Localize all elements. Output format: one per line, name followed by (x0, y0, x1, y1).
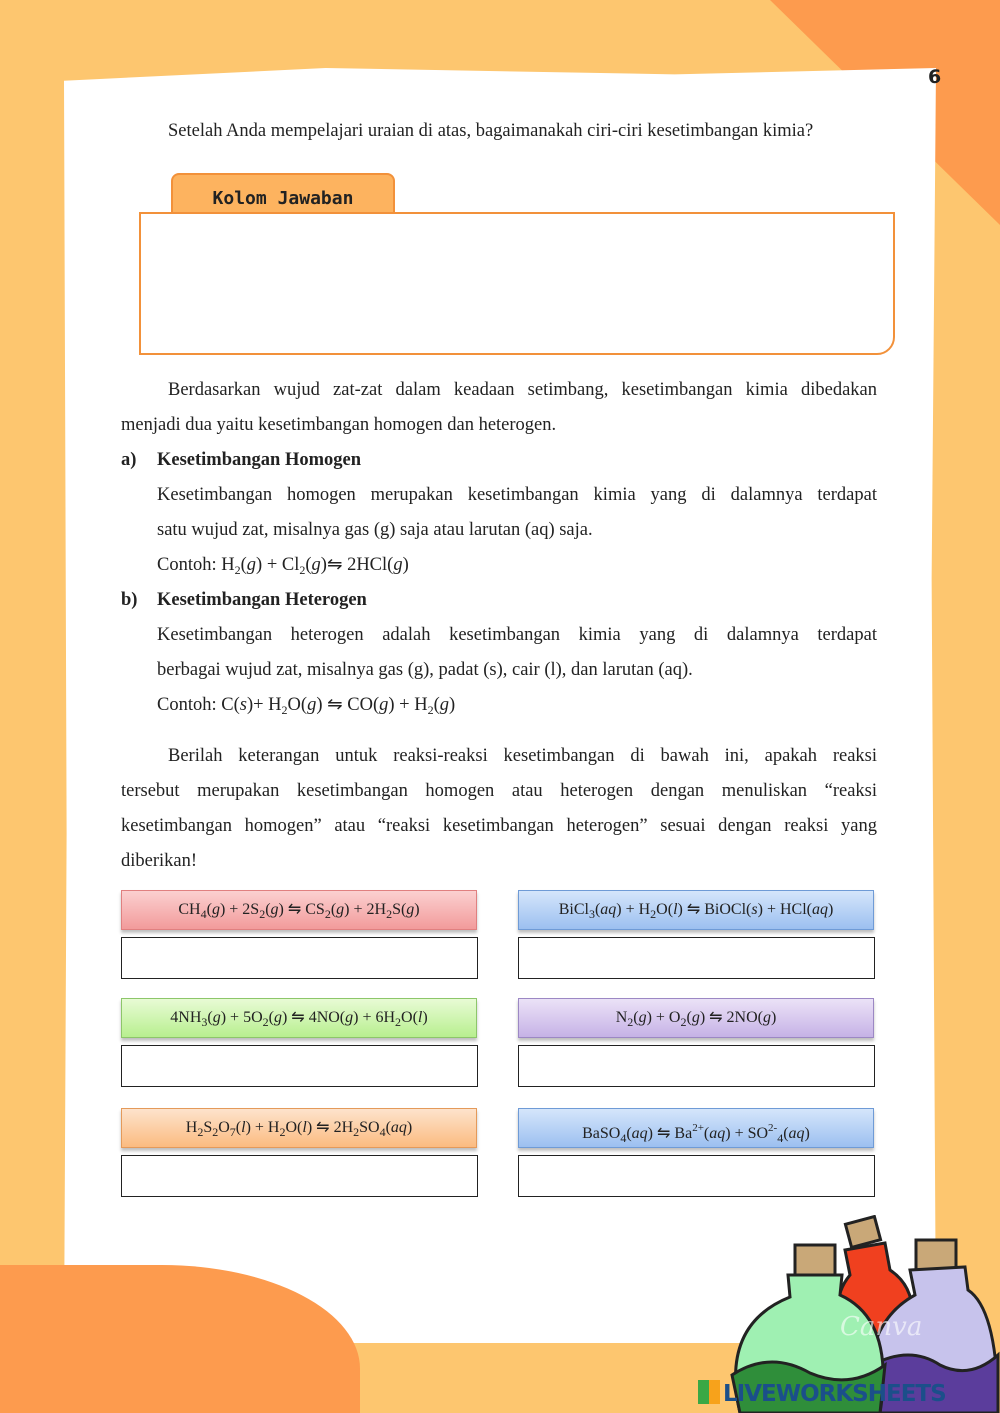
formula-part: ( (240, 555, 247, 575)
formula-part: ) ⇋ 4NO( (281, 1009, 346, 1026)
formula-part: ( (433, 695, 440, 715)
liveworksheets-logo-icon (698, 1380, 720, 1404)
formula-part: g (307, 695, 317, 715)
formula-part: BaSO (582, 1125, 621, 1142)
formula-part: ( (305, 555, 312, 575)
formula-part: )+ H (246, 695, 282, 715)
formula-part: ( (268, 1009, 274, 1026)
formula-part: ) + SO (725, 1125, 769, 1142)
formula-part: g (336, 901, 345, 918)
formula-part: g (638, 1009, 647, 1026)
formula-part: aq (709, 1125, 726, 1142)
formula-part: ( (626, 1125, 632, 1142)
formula-part: g (406, 901, 415, 918)
answer-tab-label: Kolom Jawaban (171, 173, 395, 213)
section-b-marker: b) (121, 590, 138, 610)
reaction-answer-input[interactable] (121, 1045, 478, 1087)
formula-part: SO (359, 1119, 380, 1136)
reaction-answer-input[interactable] (518, 1045, 875, 1087)
reaction-equation (518, 890, 874, 930)
formula-part: s (751, 901, 758, 918)
formula-part: l (673, 901, 678, 918)
formula-part: O (218, 1119, 230, 1136)
formula-part: l (241, 1119, 246, 1136)
formula-part: 2 (324, 907, 331, 921)
formula-part: 2+ (692, 1122, 704, 1134)
formula-part: ) + H (245, 1119, 280, 1136)
formula-part: s (239, 695, 247, 715)
intro-line-2: menjadi dua yaitu kesetimbangan homogen dan heterogen. (121, 415, 557, 435)
instruction-line-2: tersebut merupakan kesetimbangan homogen atau heterogen dengan menuliskan “reaksi (121, 781, 877, 801)
section-a-marker: a) (121, 450, 137, 470)
formula-part: g (212, 1009, 221, 1026)
reaction-answer-input[interactable] (121, 1155, 478, 1197)
formula-part: O( (656, 901, 674, 918)
formula-part: aq (811, 901, 828, 918)
formula-part: ( (265, 901, 271, 918)
formula-part: ) ⇋ Ba (647, 1125, 693, 1142)
formula-part: ( (703, 1125, 710, 1142)
formula-part: O( (285, 1119, 303, 1136)
formula-part: O( (401, 1009, 418, 1026)
formula-part: ) (770, 1009, 777, 1026)
formula-part: 2 (279, 1125, 286, 1139)
formula-part: ) ⇋ 2H (306, 1119, 354, 1136)
formula-part: ) (402, 555, 409, 575)
formula-part: aq (390, 1119, 407, 1136)
formula-part: l (302, 1119, 307, 1136)
watermark-text: LIVEWORKSHEETS (723, 1381, 946, 1407)
formula-part: g (439, 695, 449, 715)
formula-part: 2 (427, 703, 434, 717)
formula-part: aq (631, 1125, 648, 1142)
formula-part: g (762, 1009, 771, 1026)
formula-part: ) + O (646, 1009, 681, 1026)
formula-part: O( (287, 695, 308, 715)
formula-part: 3 (588, 907, 595, 921)
formula-part: CH (178, 901, 201, 918)
formula-part: 2 (353, 1125, 360, 1139)
formula-part: BiCl (558, 901, 589, 918)
formula-part: Contoh: C( (157, 695, 240, 715)
formula-part: g (246, 555, 257, 575)
formula-part: ( (206, 901, 212, 918)
formula-part: 2 (262, 1015, 269, 1029)
formula-part: ( (235, 1119, 242, 1136)
liveworksheets-watermark (698, 1380, 946, 1407)
reaction-equation (518, 998, 874, 1038)
formula-part: ) + 2H (344, 901, 387, 918)
heterogen-example (157, 688, 455, 728)
formula-part: 2 (197, 1125, 204, 1139)
formula-part: ( (633, 1009, 639, 1026)
formula-part: ) + 2S (219, 901, 260, 918)
formula-part: ( (686, 1009, 692, 1026)
intro-line-1: Berdasarkan wujud zat-zat dalam keadaan setimbang, kesetimbangan kimia dibedakan (168, 380, 877, 400)
instruction-line-4: diberikan! (121, 851, 198, 871)
formula-part: 2 (259, 907, 266, 921)
formula-part: g (311, 555, 321, 575)
formula-part: g (379, 695, 389, 715)
formula-part: ) (449, 695, 456, 715)
instruction-line-1: Berilah keterangan untuk reaksi-reaksi kesetimbangan di bawah ini, apakah reaksi (168, 746, 877, 766)
canva-watermark: Canva (840, 1312, 923, 1342)
reaction-equation (121, 1108, 477, 1148)
formula-part: 7 (229, 1125, 236, 1139)
page-number: 6 (928, 66, 942, 88)
section-a-title: Kesetimbangan Homogen (157, 450, 362, 470)
formula-part: 2 (212, 1125, 219, 1139)
formula-part: 2 (627, 1015, 634, 1029)
instruction-line-3: kesetimbangan homogen” atau “reaksi kesetimbangan heterogen” sesuai dengan reaksi yang (121, 816, 877, 836)
formula-part: ) (827, 901, 834, 918)
formula-part: 4 (200, 907, 207, 921)
formula-part: ) ⇋ 2NO( (699, 1009, 763, 1026)
formula-part: 2 (395, 1015, 402, 1029)
formula-part: g (273, 1009, 282, 1026)
formula-part: 4 (620, 1131, 627, 1145)
formula-part: g (211, 901, 220, 918)
formula-part: H (185, 1119, 198, 1136)
heterogen-line-2: berbagai wujud zat, misalnya gas (g), padat (s), cair (l), dan larutan (aq). (157, 660, 693, 680)
formula-part: 4NH (170, 1009, 202, 1026)
formula-part: 2 (234, 563, 241, 577)
formula-part: ) + H (388, 695, 428, 715)
question-text: Setelah Anda mempelajari uraian di atas, bagaimanakah ciri-ciri kesetimbangan kimia? (168, 121, 814, 141)
formula-part: 3 (201, 1015, 208, 1029)
formula-part: ) (804, 1125, 810, 1142)
reaction-answer-input[interactable] (518, 1155, 875, 1197)
formula-part: 2 (680, 1015, 687, 1029)
formula-part: ) + 6H (353, 1009, 396, 1026)
formula-part: ( (385, 1119, 391, 1136)
formula-part: 2 (299, 563, 306, 577)
formula-part: ) ⇋ CS (278, 901, 325, 918)
formula-part: ( (783, 1125, 789, 1142)
heterogen-line-1: Kesetimbangan heterogen adalah kesetimbangan kimia yang di dalamnya terdapat (157, 625, 877, 645)
formula-part: ) (406, 1119, 413, 1136)
formula-part: N (615, 1009, 628, 1026)
formula-part: ) ⇋ BiOCl( (677, 901, 752, 918)
reaction-equation (121, 998, 477, 1038)
formula-part: S( (392, 901, 407, 918)
formula-part: S (203, 1119, 213, 1136)
formula-part: g (270, 901, 279, 918)
formula-part: 2 (650, 907, 657, 921)
formula-part: )⇋ 2HCl( (320, 555, 394, 575)
homogen-line-2: satu wujud zat, misalnya gas (g) saja atau larutan (aq) saja. (157, 520, 593, 540)
answer-textbox[interactable] (139, 212, 895, 355)
homogen-line-1: Kesetimbangan homogen merupakan kesetimbangan kimia yang di dalamnya terdapat (157, 485, 877, 505)
formula-part: ( (207, 1009, 213, 1026)
reaction-answer-input[interactable] (121, 937, 478, 979)
formula-part: ) (414, 901, 420, 918)
formula-part: ) + 5O (220, 1009, 263, 1026)
formula-part: ) + Cl (256, 555, 300, 575)
formula-part: ( (330, 901, 337, 918)
formula-part: ) + H (616, 901, 651, 918)
formula-part: 2 (281, 703, 288, 717)
formula-part: ) + HCl( (757, 901, 812, 918)
formula-part: g (691, 1009, 700, 1026)
formula-part: aq (600, 901, 617, 918)
formula-part: ) (422, 1009, 428, 1026)
formula-part: 2 (386, 907, 393, 921)
reaction-equation (518, 1108, 874, 1148)
formula-part: 4 (777, 1131, 784, 1145)
formula-part: l (417, 1009, 423, 1026)
formula-part: Contoh: H (157, 555, 235, 575)
formula-part: g (393, 555, 403, 575)
homogen-example (157, 548, 409, 588)
formula-part: ) ⇋ CO( (316, 695, 380, 715)
reaction-equation (121, 890, 477, 930)
section-b-title: Kesetimbangan Heterogen (157, 590, 367, 610)
formula-part: 2- (768, 1122, 778, 1134)
formula-part: aq (788, 1125, 805, 1142)
formula-part: 4 (379, 1125, 386, 1139)
formula-part: g (345, 1009, 354, 1026)
formula-part: ( (594, 901, 601, 918)
reaction-answer-input[interactable] (518, 937, 875, 979)
